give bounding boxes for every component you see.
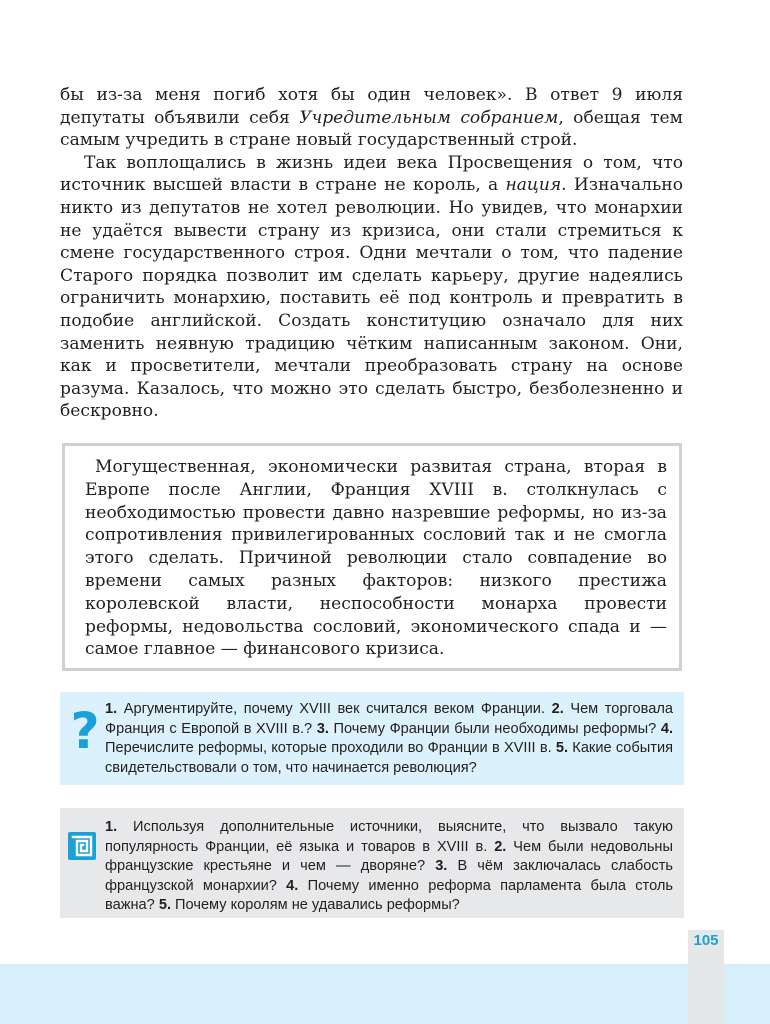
paragraph-1 [60,84,683,152]
paragraph-2-emphasis: нация [505,175,562,196]
question-text: Перечислите реформы, которые проходили во Франции в XVIII в. [105,740,556,757]
task-text: Почему королям не удавались реформы? [171,897,460,914]
main-text [60,84,683,423]
paragraph-2-end: . Изначально никто из депутатов не хотел революции. Но увидев, что монархии не удаётся вывести страну из кризиса, они стали стремиться к смене государственного строя. Одни мечтали о том, что падение Старого порядка позволит им сделать карьеру, другие надеялись ограничить монархию, поставить её под контроль и превратить в подобие английской. Создать конституцию означало для них заменить неявную традицию чётким написанным законом. Они, как и просветители, мечтали преобразовать страну на основе разума. Казалось, что можно это сделать быстро, безболезненно и бескровно. [60,175,683,422]
page-number: 105 [693,932,719,949]
questions-text [105,700,673,778]
task-number: 2. [494,838,507,855]
question-mark-icon: ? [70,702,100,760]
questions-block [60,692,684,785]
question-number: 5. [555,740,569,757]
task-number: 5. [158,897,171,914]
paragraph-1-emphasis: Учредительным собранием [299,107,559,128]
summary-box [62,443,682,671]
question-number: 2. [551,701,564,717]
tasks-text [105,818,673,916]
summary-text: Могущественная, экономически развитая страна, вторая в Европе после Англии, Франция XVIII в. столкнулась с необходимостью провести давно назревшие реформы, но из-за сопротивления привилегированных сословий так и не смогла этого сделать. Причиной революции стало совпадение во времени самых разных факторов: низкого престижа королевской власти, неспособности монарха провести реформы, недовольства сословий, экономического спада и — самое главное — финансового кризиса. [85,457,667,660]
task-text: Почему именно реформа парламента была столь важна? [105,877,673,914]
task-number: 1. [105,819,118,835]
meander-icon [68,832,96,860]
paragraph-2-text: Так воплощались в жизнь идеи века Просвещения о том, что источник высшей власти в стране не король, а [60,152,683,196]
paragraph-2 [60,152,683,423]
task-number: 3. [435,858,448,875]
paragraph-1-end: , обещая тем самым учредить в стране новый государственный строй. [60,107,683,151]
question-number: 4. [660,720,673,737]
task-text: Используя дополнительные источники, выясните, что вызвало такую популярность Франции, её языка и товаров в XVIII в. [105,819,673,855]
question-text: Почему Франции были необходимы реформы? [328,720,661,737]
question-number: 3. [316,720,329,737]
task-text: Чем были недовольны французские крестьяне и чем — дворяне? [105,838,673,875]
question-text: Какие события свидетельствовали о том, что начинается революция? [105,740,673,776]
task-number: 4. [286,877,299,894]
bottom-band [0,964,770,1024]
tasks-block [60,808,684,918]
question-number: 1. [105,701,118,717]
paragraph-1-text: бы из-за меня погиб хотя бы один человек». В ответ 9 июля депутаты объявили себя [60,85,683,128]
task-text: В чём заключалась слабость французской монархии? [105,858,673,894]
question-text: Чем торговала Франция с Европой в XVIII в.? [105,701,673,737]
question-text: Аргументируйте, почему XVIII век считался веком Франции. [117,701,552,717]
